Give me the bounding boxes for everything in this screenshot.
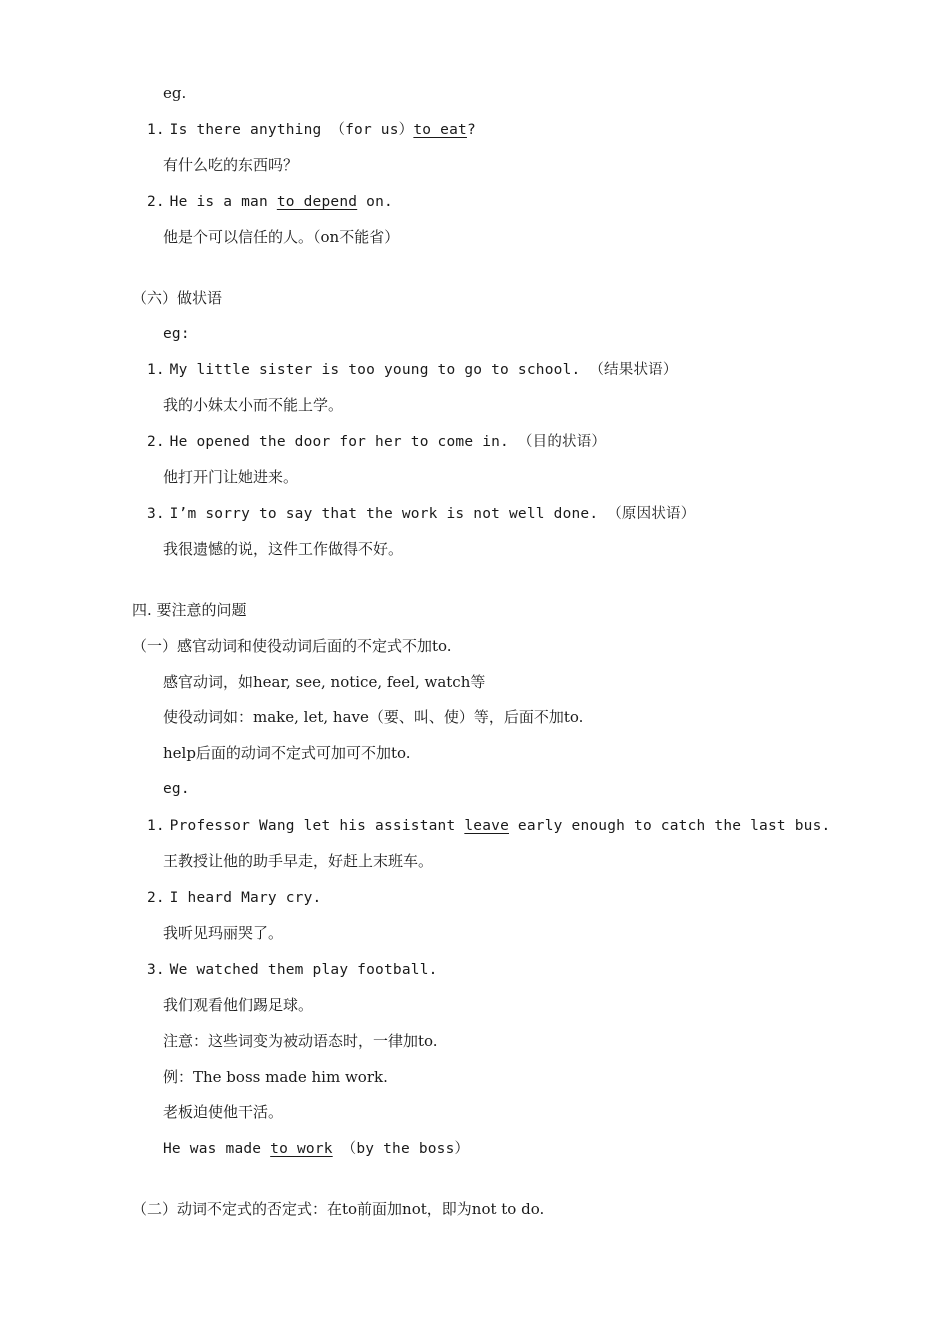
translation: 有什么吃的东西吗？: [163, 156, 299, 174]
translation: 我们观看他们踢足球。: [163, 996, 314, 1014]
part-heading: 四. 要注意的问题: [132, 601, 247, 619]
eg-label: eg.: [163, 781, 190, 797]
translation: 他打开门让她进来。: [163, 468, 299, 486]
list-number: 1.: [147, 362, 165, 378]
note: 注意：这些词变为被动语态时，一律加to.: [163, 1032, 438, 1050]
translation: 王教授让他的助手早走，好赶上末班车。: [163, 852, 434, 870]
example-sentence: He is a man to depend on.: [169, 194, 393, 210]
paragraph: 使役动词如：make, let, have（要、叫、使）等，后面不加to.: [163, 708, 584, 726]
list-item: [147, 431, 606, 452]
list-number: 1.: [147, 122, 165, 138]
list-number: 1.: [147, 818, 165, 834]
example-sentence: He opened the door for her to come in. （目的状语）: [169, 434, 607, 450]
underlined-phrase: leave: [464, 818, 509, 834]
translation: 我很遗憾的说，这件工作做得不好。: [163, 540, 404, 558]
underlined-phrase: to depend: [276, 194, 358, 210]
section-heading: （六）做状语: [132, 289, 223, 307]
translation: 我的小妹太小而不能上学。: [163, 396, 344, 414]
translation: 老板迫使他干活。: [163, 1103, 284, 1121]
subsection-heading: （二）动词不定式的否定式：在to前面加not，即为not to do.: [132, 1200, 545, 1218]
translation: 我听见玛丽哭了。: [163, 924, 284, 942]
list-number: 3.: [147, 962, 165, 978]
paragraph: help后面的动词不定式可加可不加to.: [163, 744, 411, 762]
list-item: [147, 959, 438, 980]
list-item: [147, 359, 678, 380]
paragraph: 感官动词，如hear, see, notice, feel, watch等: [163, 673, 486, 691]
list-number: 2.: [147, 194, 165, 210]
list-item: [147, 119, 476, 140]
note-passive-example: He was made to work （by the boss）: [163, 1141, 470, 1157]
list-item: [147, 191, 393, 212]
example-sentence: I’m sorry to say that the work is not well done. （原因状语）: [169, 506, 696, 522]
underlined-phrase: to work: [270, 1141, 333, 1157]
eg-label: eg.: [163, 84, 187, 102]
example-sentence: My little sister is too young to go to school. （结果状语）: [169, 362, 678, 378]
example-sentence: Is there anything （for us）to eat?: [169, 122, 476, 138]
list-number: 2.: [147, 434, 165, 450]
example-sentence: I heard Mary cry.: [169, 890, 322, 906]
list-number: 3.: [147, 506, 165, 522]
translation: 他是个可以信任的人。（on不能省）: [163, 228, 400, 246]
list-number: 2.: [147, 890, 165, 906]
list-item: [147, 503, 695, 524]
example-sentence: We watched them play football.: [169, 962, 438, 978]
list-item: [147, 815, 830, 836]
eg-label: eg:: [163, 326, 190, 342]
subsection-heading: （一）感官动词和使役动词后面的不定式不加to.: [132, 637, 452, 655]
underlined-phrase: to eat: [413, 122, 467, 138]
example-sentence: Professor Wang let his assistant leave early enough to catch the last bus.: [169, 818, 831, 834]
note-example: 例：The boss made him work.: [163, 1068, 388, 1086]
list-item: [147, 887, 321, 908]
